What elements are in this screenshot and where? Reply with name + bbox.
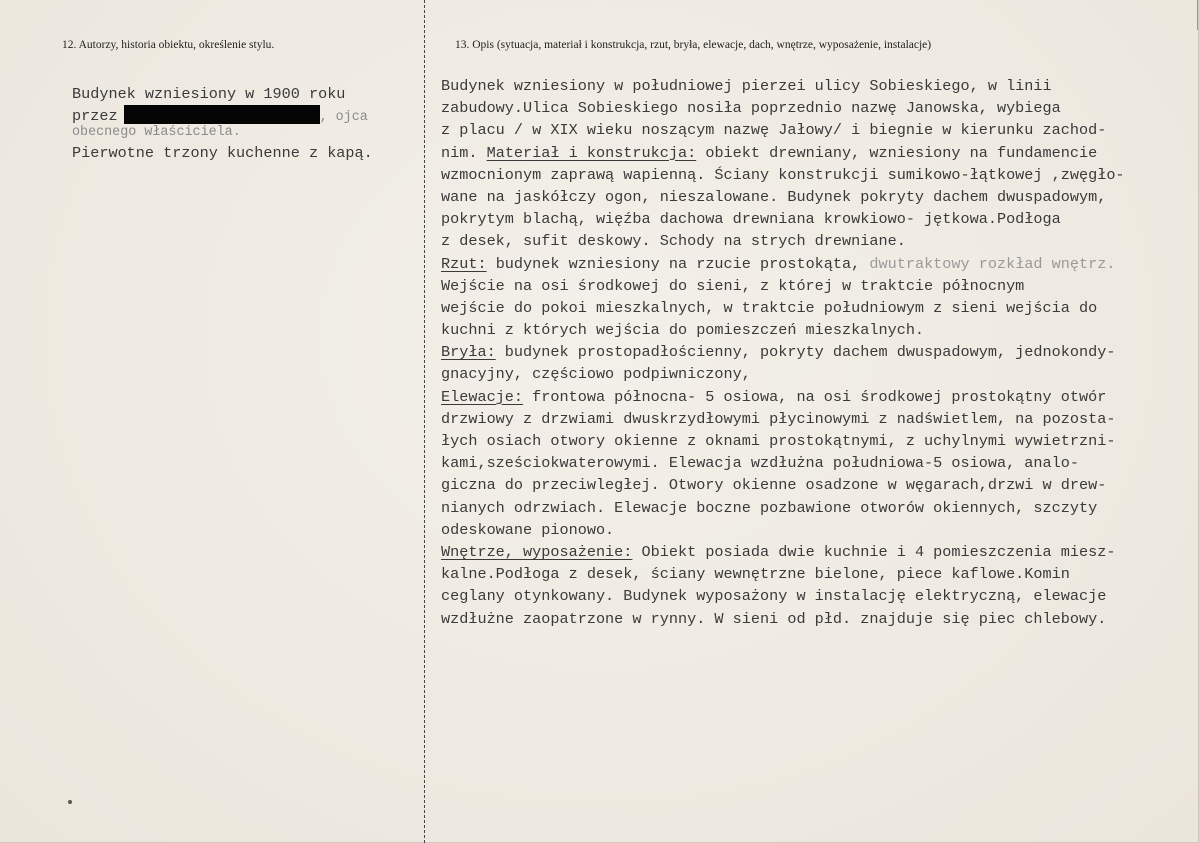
left-column-header: 12. Autorzy, historia obiektu, określenie stylu.	[62, 39, 275, 51]
text-line: wzdłużne zaopatrzone w rynny. W sieni od płd. znajduje się piec chlebowy.	[441, 609, 1107, 628]
text-line: z placu / w XIX wieku noszącym nazwę Jałowy/ i biegnie w kierunku zachod-	[441, 121, 1107, 140]
text-fragment: obiekt drewniany, wzniesiony na fundamencie	[696, 143, 1098, 162]
section-label-elevations: Elewacje:	[441, 387, 524, 406]
text-line: kalne.Podłoga z desek, ściany wewnętrzne bielone, piece kaflowe.Komin	[441, 565, 1070, 584]
text-line: wane na jaskółczy ogon, nieszalowane. Budynek pokryty dachem dwuspadowym,	[441, 187, 1107, 206]
text-fragment: frontowa północna- 5 osiowa, na osi środkowej prostokątny otwór	[523, 387, 1107, 406]
text-line: wzmocnionym zaprawą wapienną. Ściany konstrukcji sumikowo-łątkowej ,zwęgło-	[441, 165, 1125, 184]
text-line	[441, 541, 1125, 563]
text-line	[441, 341, 1125, 363]
text-line: kami,sześciokwaterowymi. Elewacja wzdłużna południowa-5 osiowa, analo-	[441, 454, 1079, 473]
text-line: wejście do pokoi mieszkalnych, w traktcie południowym z sieni wejścia do	[441, 298, 1098, 317]
column-divider	[424, 0, 426, 843]
text-line: Wejście na osi środkowej do sieni, z której w traktcie północnym	[441, 276, 1025, 295]
text-line: drzwiowy z drzwiami dwuskrzydłowymi płycinowymi z nadświetlem, na pozosta-	[441, 409, 1116, 428]
text-line: obecnego właściciela.	[72, 125, 241, 140]
section-label-material: Materiał i konstrukcja:	[486, 143, 697, 162]
page-edge	[1197, 0, 1198, 30]
text-line: łych osiach otwory okienne z oknami prostokątnymi, z uchylnymi wywietrzni-	[441, 432, 1116, 450]
text-line	[441, 386, 1125, 408]
text-fragment: budynek wzniesiony na rzucie prostokąta,	[486, 254, 861, 273]
text-line: kuchni z których wejścia do pomieszczeń mieszkalnych.	[441, 321, 925, 340]
text-line: odeskowane pionowo.	[441, 520, 615, 539]
text-fragment: , ojca	[319, 110, 368, 125]
description-text	[441, 75, 1125, 630]
text-line	[441, 253, 1125, 275]
paper-mark	[68, 800, 72, 804]
text-line: gnacyjny, częściowo podpiwniczony,	[441, 365, 751, 384]
text-line: nianych odrzwiach. Elewacje boczne pozbawione otworów okiennych, szczyty	[441, 498, 1098, 517]
text-line	[441, 142, 1125, 164]
section-label-plan: Rzut:	[441, 254, 487, 273]
text-line: Budynek wzniesiony w południowej pierzei ulicy Sobieskiego, w linii	[441, 77, 1052, 95]
text-fragment: dwutraktowy rozkład wnętrz.	[860, 254, 1116, 273]
text-fragment: nim.	[441, 143, 478, 162]
section-label-interior: Wnętrze, wyposażenie:	[441, 542, 633, 561]
text-line: pokrytym blachą, więźba dachowa drewniana krowkiowo- jętkowa.Podłoga	[441, 210, 1061, 229]
text-fragment: przez	[72, 107, 118, 125]
text-line: zabudowy.Ulica Sobieskiego nosiła poprzednio nazwę Janowska, wybiega	[441, 99, 1061, 118]
text-line: ceglany otynkowany. Budynek wyposażony w instalację elektryczną, elewacje	[441, 587, 1107, 606]
section-label-massing: Bryła:	[441, 343, 496, 362]
text-fragment: Obiekt posiada dwie kuchnie i 4 pomieszczenia miesz-	[632, 542, 1116, 561]
authors-history-text	[72, 84, 373, 164]
text-line: giczna do przeciwległej. Otwory okienne osadzone w węgarach,drzwi w drew-	[441, 476, 1107, 495]
text-line: Pierwotne trzony kuchenne z kapą.	[72, 144, 373, 162]
text-fragment: budynek prostopadłościenny, pokryty dachem dwuspadowym, jednokondy-	[495, 343, 1116, 362]
text-line: Budynek wzniesiony w 1900 roku	[72, 85, 346, 103]
text-line: z desek, sufit deskowy. Schody na strych drewniane.	[441, 232, 906, 251]
right-column-header: 13. Opis (sytuacja, materiał i konstrukcja, rzut, bryła, elewacje, dach, wnętrze, wyposażenie, instalacje)	[455, 39, 932, 51]
